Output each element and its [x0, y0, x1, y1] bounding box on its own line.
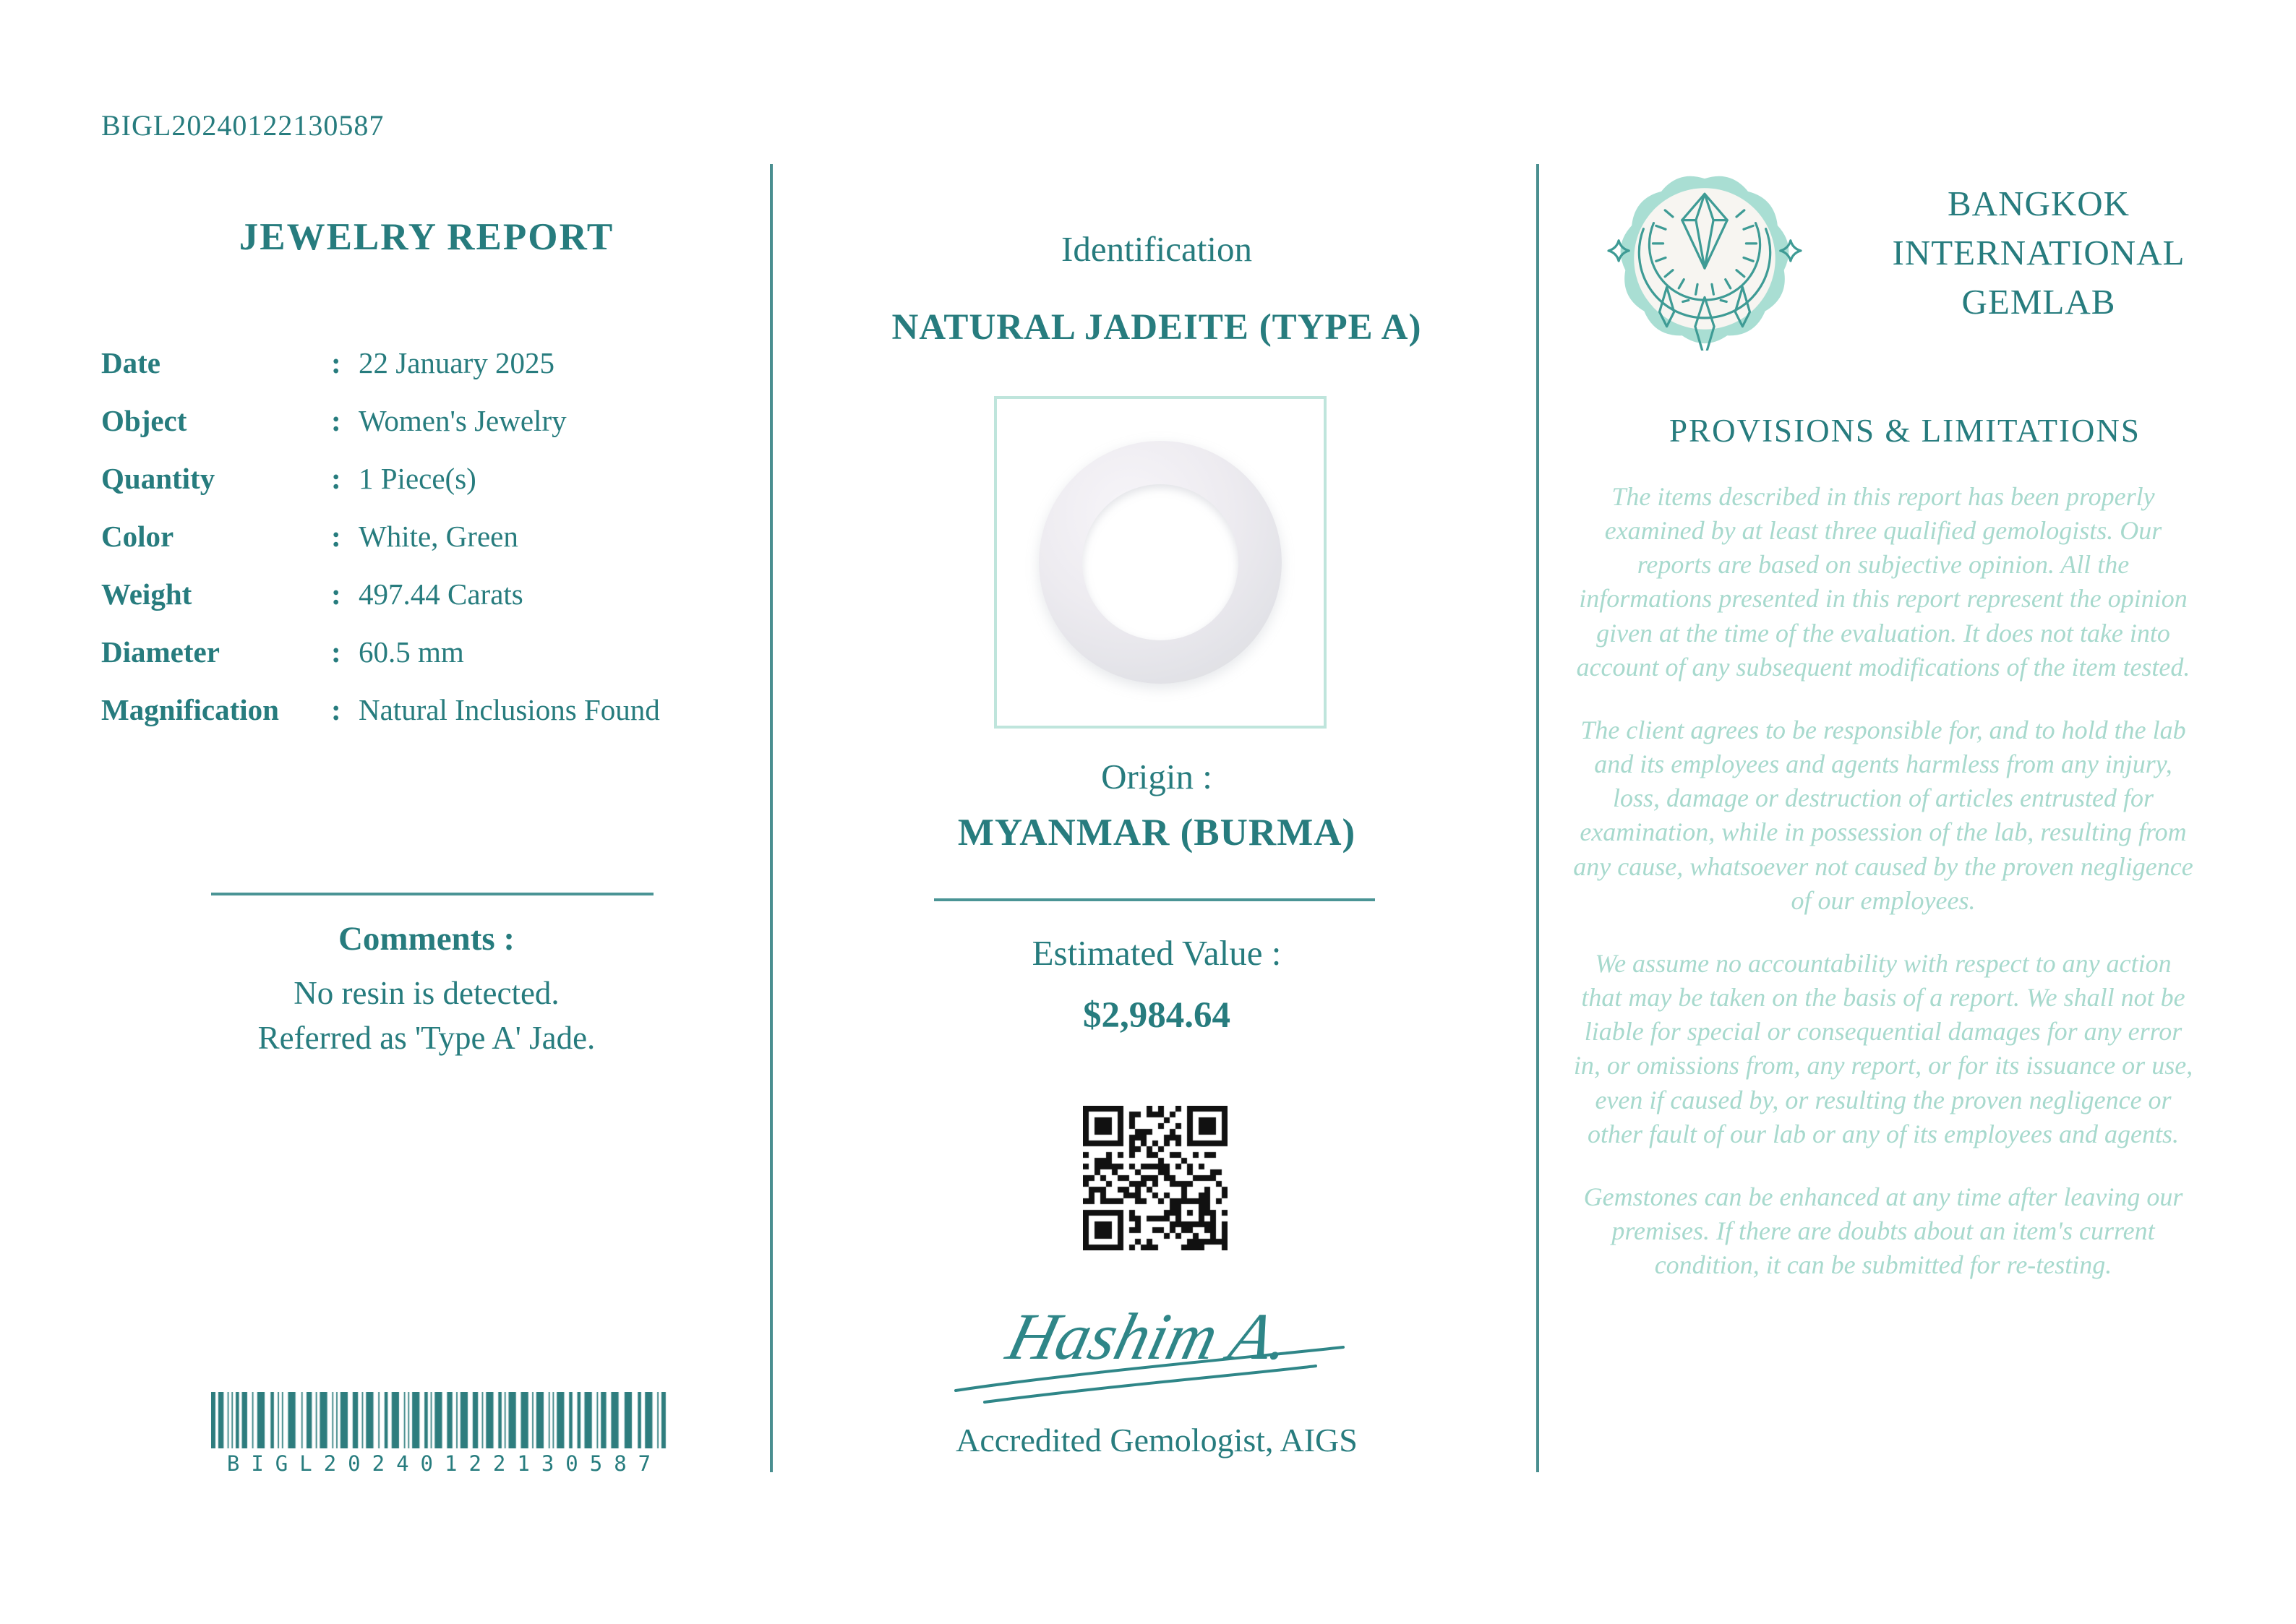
signature: [940, 1273, 1374, 1425]
provisions-paragraph: Gemstones can be enhanced at any time after leaving our premises. If there are doubts about an item's current condition, it can be submitted for re-testing.: [1583, 1182, 2183, 1280]
report-title: JEWELRY REPORT: [239, 216, 614, 258]
field-row-weight: [101, 577, 752, 635]
identification-result: NATURAL JADEITE (TYPE A): [891, 307, 1422, 348]
field-colon: :: [331, 577, 341, 611]
provisions-section: [1572, 480, 2194, 1311]
field-row-date: [101, 345, 752, 403]
field-value: 497.44 Carats: [359, 577, 523, 611]
identification-heading: Identification: [1061, 229, 1252, 269]
provisions-paragraph: The items described in this report has been properly examined by at least three qualified gemologists. Our reports are based on subjective opinion. All the informations presented in this report represent the opinion given at the time of the evaluation. It does not take into account of any subsequent modifications of the item tested.: [1576, 482, 2190, 682]
field-row-color: [101, 519, 752, 577]
signatory-title: Accredited Gemologist, AIGS: [956, 1422, 1358, 1458]
comments-title: Comments :: [338, 920, 515, 958]
column-divider: [1536, 164, 1539, 1472]
field-row-diameter: [101, 635, 752, 692]
field-value: 60.5 mm: [359, 635, 464, 669]
report-number: BIGL20240122130587: [101, 109, 385, 142]
field-colon: :: [331, 462, 341, 495]
field-label: Color: [101, 520, 174, 553]
field-label: Quantity: [101, 462, 215, 495]
signature-name: Hashim A.: [1000, 1300, 1298, 1374]
field-colon: :: [331, 520, 341, 553]
comment-line: No resin is detected.: [294, 975, 560, 1011]
field-value: Women's Jewelry: [359, 404, 567, 437]
qr-code-icon: [1083, 1106, 1228, 1250]
field-colon: :: [331, 693, 341, 726]
field-row-magnification: [101, 692, 752, 750]
provisions-paragraph: The client agrees to be responsible for, and to hold the lab and its employees and agents harmless from any injury, loss, damage or destruction of articles entrusted for examination, while in possession of the lab, resulting from any cause, whatsoever not caused by the proven negligence of our employees.: [1573, 715, 2193, 915]
field-colon: :: [331, 635, 341, 669]
field-colon: :: [331, 346, 341, 379]
comments-divider: [211, 893, 654, 895]
lab-name: [1811, 179, 2266, 327]
origin-value: MYANMAR (BURMA): [957, 812, 1356, 854]
field-label: Object: [101, 404, 187, 437]
field-label: Date: [101, 346, 160, 379]
barcode-image: [211, 1392, 667, 1448]
photo-frame: [994, 396, 1327, 729]
lab-name-line: INTERNATIONAL: [1892, 233, 2185, 272]
field-label: Magnification: [101, 693, 279, 726]
field-label: Diameter: [101, 635, 220, 669]
lab-name-line: GEMLAB: [1961, 282, 2116, 322]
comment-line: Referred as 'Type A' Jade.: [257, 1020, 596, 1056]
field-value: 22 January 2025: [359, 346, 555, 379]
barcode-text: BIGL20240122130587: [226, 1451, 663, 1476]
field-row-quantity: [101, 461, 752, 519]
lab-name-line: BANGKOK: [1948, 184, 2130, 223]
field-row-object: [101, 403, 752, 461]
origin-label: Origin :: [1101, 757, 1212, 796]
provisions-title: PROVISIONS & LIMITATIONS: [1669, 413, 2141, 449]
field-value: White, Green: [359, 520, 518, 553]
value-divider: [934, 898, 1375, 901]
jade-bangle-image: [1039, 441, 1282, 684]
provisions-paragraph: We assume no accountability with respect to any action that may be taken on the basis of a report. We shall not be liable for special or consequential damages for any error in, or omissions from, any report, or for its issuance or use, even if caused by, or resulting the proven negligence or other fault of our lab or any of its employees and agents.: [1573, 948, 2193, 1148]
field-colon: :: [331, 404, 341, 437]
gem-logo-icon: [1606, 167, 1803, 351]
estimated-value-label: Estimated Value :: [1032, 933, 1282, 973]
column-divider: [770, 164, 773, 1472]
report-fields: [101, 345, 752, 750]
field-value: 1 Piece(s): [359, 462, 476, 495]
field-label: Weight: [101, 577, 192, 611]
estimated-value: $2,984.64: [1083, 995, 1230, 1036]
field-value: Natural Inclusions Found: [359, 693, 660, 726]
